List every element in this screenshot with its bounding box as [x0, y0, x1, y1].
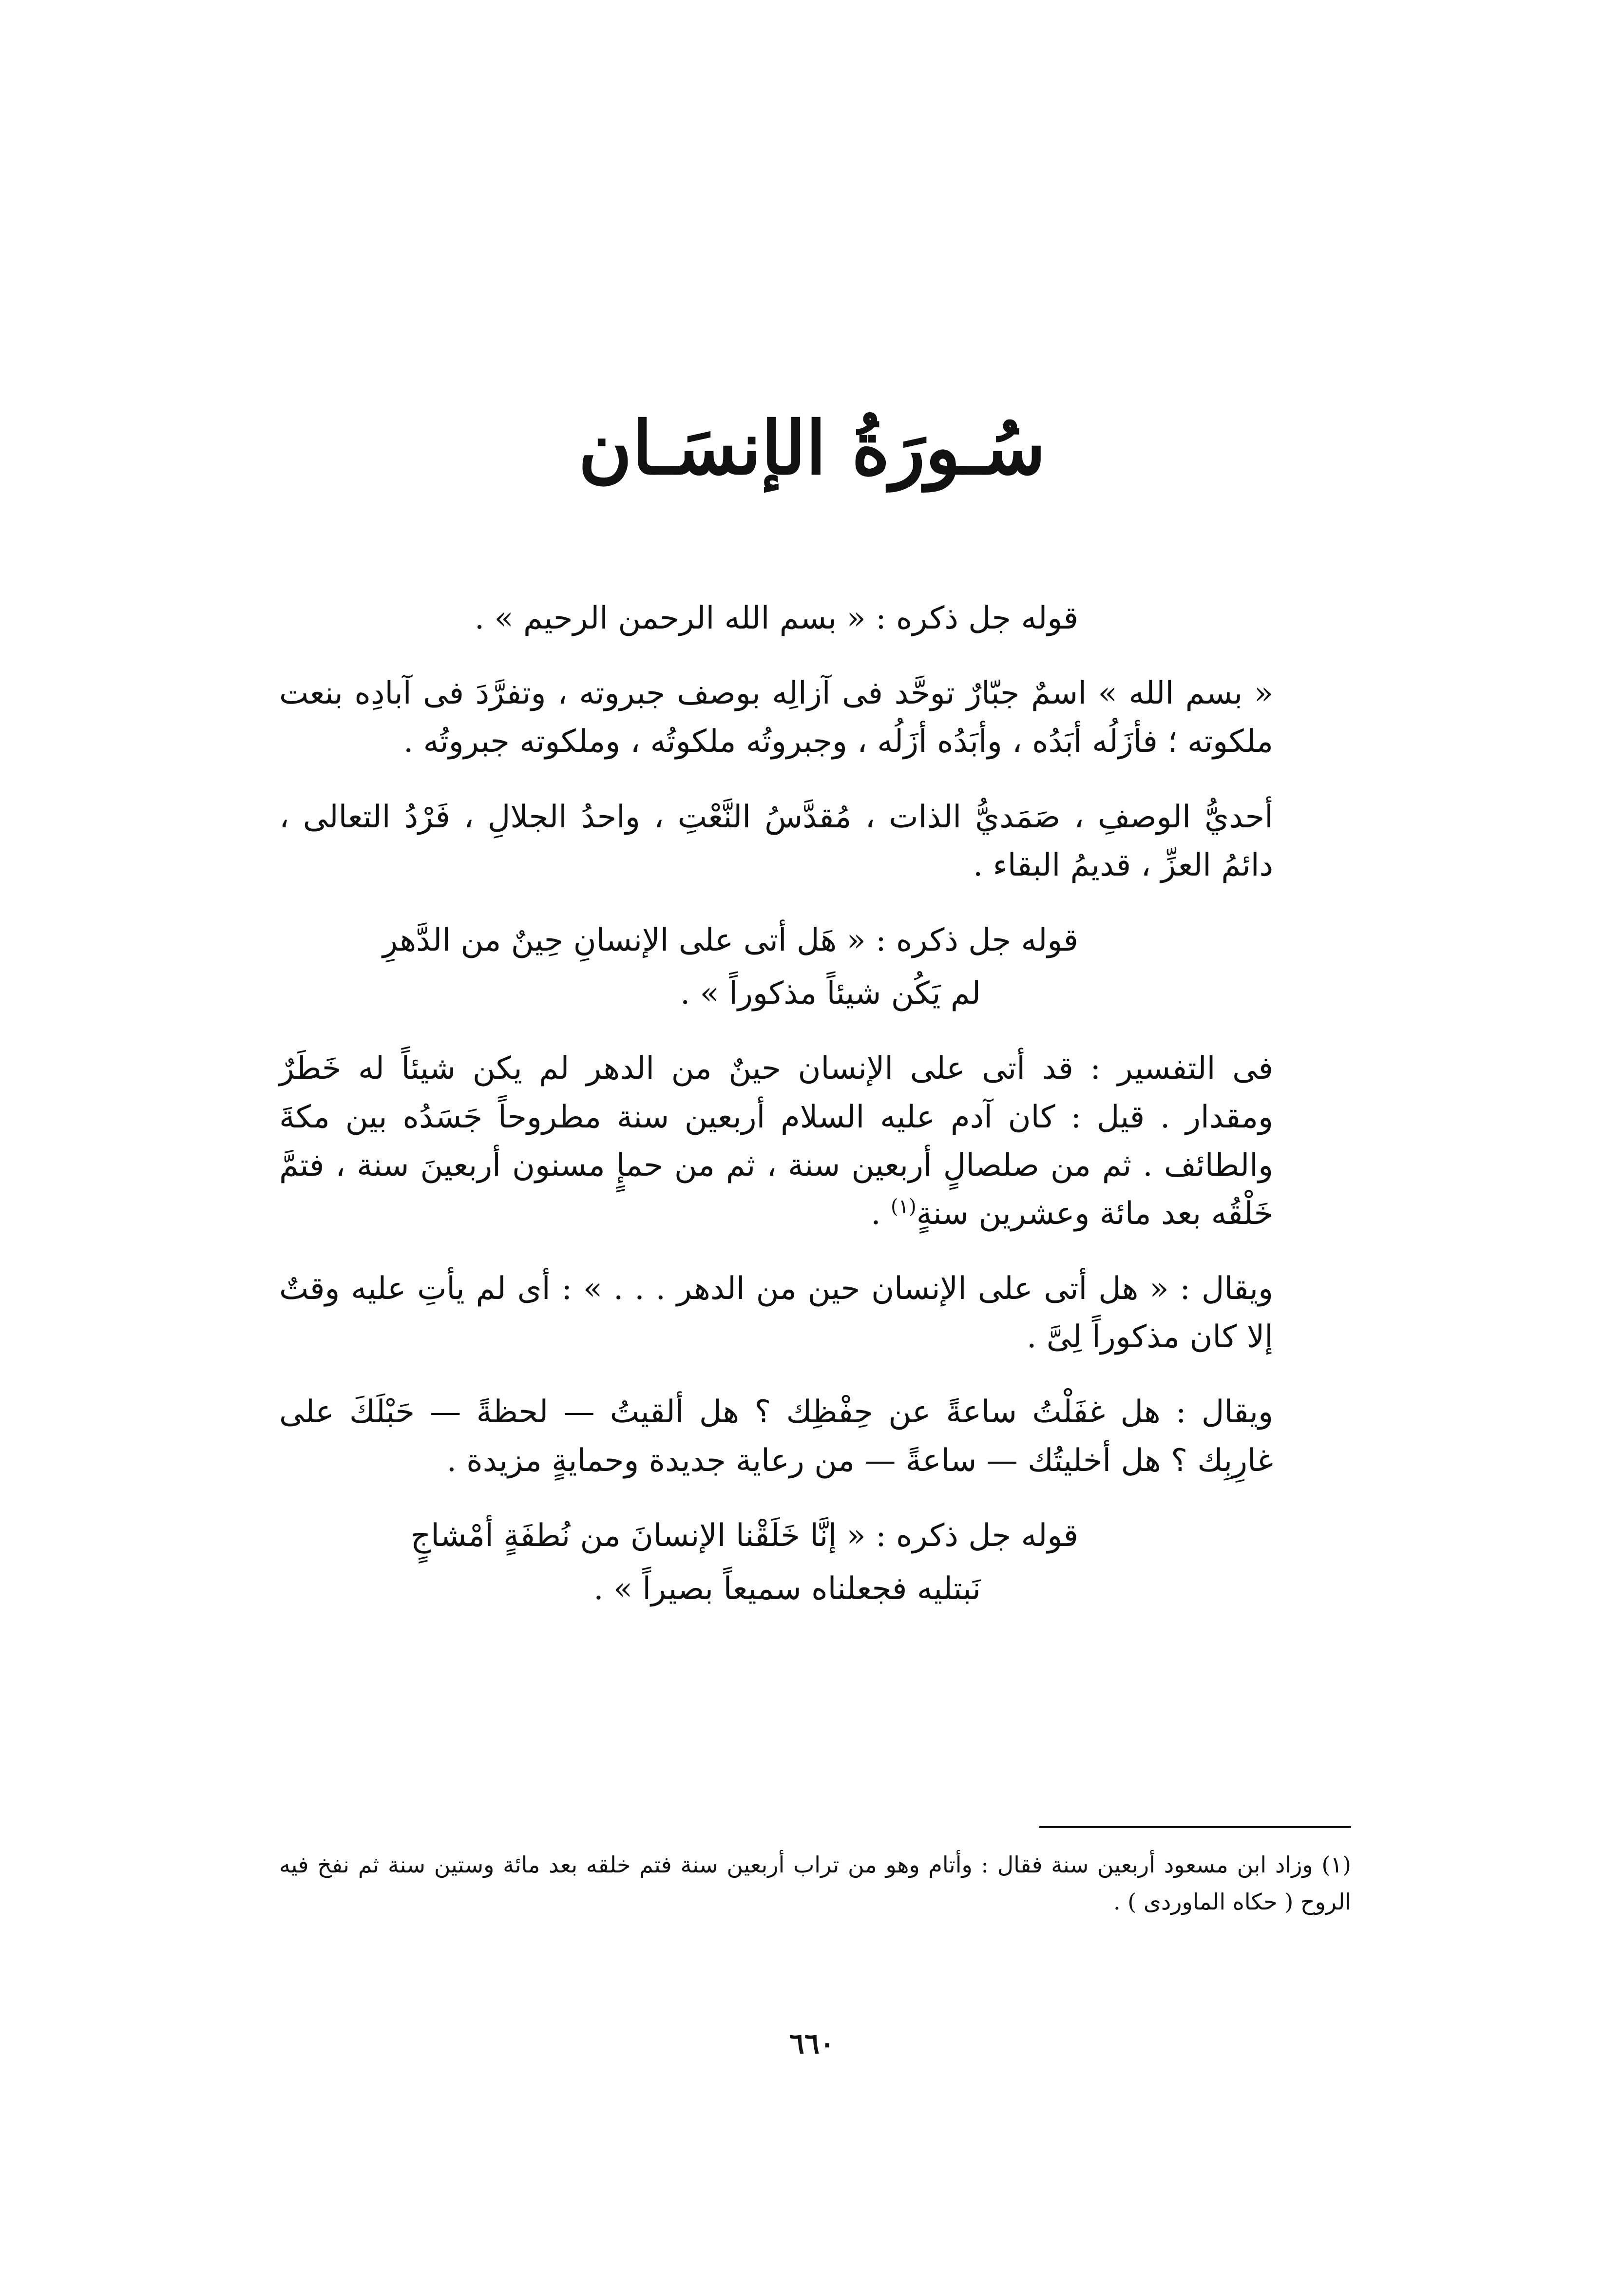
paragraph-commentary-3: ويقال : « هل أتى على الإنسان حين من الدهر . . . » : أى لم يأتِ عليه وقتٌ إلا كان مذكوراً لِىَّ . [279, 1271, 1274, 1356]
verse-1-line-2: لم يَكُن شيئاً مذكوراً » . [680, 975, 981, 1012]
paragraph-commentary-4: ويقال : هل غفَلْتُ ساعةً عن حِفْظِك ؟ هل ألقيتُ — لحظةً — حَبْلَكَ على غارِبِك ؟ هل أخليتُك — ساعةً — من رعاية جديدة وحمايةٍ مزيدة . [279, 1394, 1273, 1479]
footnote-ref: (١) [891, 1195, 917, 1218]
body-text [279, 594, 1351, 1640]
verse-2-line-1: قوله جل ذكره : « إنَّا خَلَقْنا الإنسانَ من نُطفَةٍ أمْشاجٍ [410, 1517, 1078, 1554]
paragraph-verse-2 [279, 1512, 1351, 1560]
paragraph-verse-2-cont [279, 1565, 1351, 1613]
page-number: ٦٦٠ [789, 2027, 835, 2060]
footnote: (١) وزاد ابن مسعود أربعين سنة فقال : وأتام وهو من تراب أربعين سنة فتم خلقه بعد مائة وستين سنة ثم نفخ فيه الروح ( حكاه الماوردى ) . [279, 1852, 1351, 1915]
paragraph-commentary-1: « بسم الله » اسمٌ جبّارٌ توحَّد فى آزالِه بوصف جبروته ، وتفرَّدَ فى آبادِه بنعت ملكوته ؛ فأزَلُه أبَدُه ، وأبَدُه أزَلُه ، وجبروتُه ملكوتُه ، وملكوته جبروتُه . [279, 675, 1274, 760]
paragraph-basmala: قوله جل ذكره : « بسم الله الرحمن الرحيم » . [474, 600, 1078, 636]
tafsir-end: . [871, 1195, 891, 1232]
paragraph-verse-1-cont [279, 970, 1351, 1018]
verse-1-line-1: قوله جل ذكره : « هَل أتى على الإنسانِ حِينٌ من الدَّهرِ [382, 922, 1078, 958]
paragraph-commentary-2: أحديُّ الوصفِ ، صَمَديُّ الذات ، مُقدَّسُ النَّعْتِ ، واحدُ الجلالِ ، فَرْدُ التعالى ، دائمُ العزِّ ، قديمُ البقاء . [279, 799, 1273, 883]
tafsir-text: فى التفسير : قد أتى على الإنسان حينٌ من الدهر لم يكن شيئاً له خَطَرٌ ومقدار . قيل : كان آدم عليه السلام أربعين سنة مطروحاً جَسَدُه بين مكةَ والطائف . ثم من صلصالٍ أربعين سنة ، ثم من حمإٍ مسنون أربعينَ سنة ، فتمَّ خَلْقُه بعد مائة وعشرين سنةٍ [279, 1050, 1274, 1232]
surah-title: سُـورَةُ الإنسَـان [578, 405, 1046, 491]
paragraph-tafsir [279, 1045, 1351, 1238]
footnote-divider [1039, 1826, 1351, 1828]
paragraph-verse-1 [279, 916, 1351, 965]
verse-2-line-2: نَبتليه فجعلناه سميعاً بصيراً » . [593, 1571, 981, 1607]
